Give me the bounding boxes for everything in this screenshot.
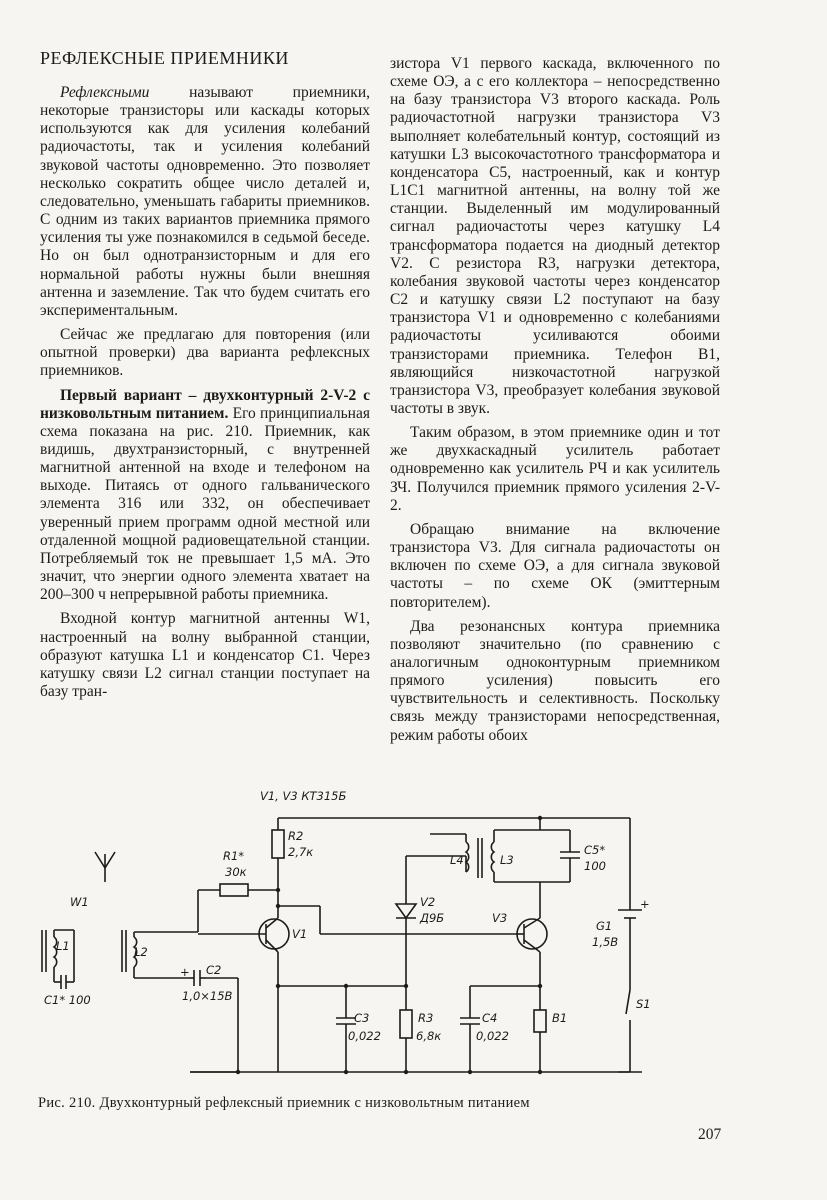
g1-battery <box>618 818 642 990</box>
r3-value: 6,8к <box>416 1029 442 1043</box>
c2-label: C2 <box>206 963 222 977</box>
g1-plus: + <box>640 897 650 911</box>
paragraph: Таким образом, в этом приемнике один и тот же двухкаскадный усилитель работает одновременно как усилитель РЧ и как усилитель ЗЧ. Получился приемник прямого усиления 2-V-2. <box>390 424 720 514</box>
c3-value: 0,022 <box>348 1029 381 1043</box>
paragraph: Два резонансных контура приемника позволяют значительно (по сравнению с аналогичным одноконтурным приемником прямого усиления) повысить его чувствительность и селективность. Поскольку связь между транзисторами непосредственная, режим работы обоих <box>390 617 720 744</box>
paragraph-text: Его принципиальная схема показана на рис. 210. Приемник, как видишь, двухтранзисторный, с внутренней магнитной антенной на входе и телефоном на выходе. Питаясь от одного гальванического элемента 316 или 332, он обеспечивает уверенный прием программ одной местной или отдаленной мощной радиовещательной станции. Потребляемый ток не превышает 1,5 мА. Это значит, что энергии одного элемента хватает на 200–300 ч непрерывной работы приемника. <box>40 404 370 604</box>
r1-value: 30к <box>225 865 247 879</box>
c1-label: C1* 100 <box>44 993 91 1007</box>
left-column <box>40 84 370 701</box>
l1-coil <box>42 930 74 982</box>
s1-label: S1 <box>636 997 651 1011</box>
l3-label: L3 <box>500 853 514 867</box>
c5-value: 100 <box>584 859 606 873</box>
v2-label: V2 <box>420 895 436 909</box>
antenna-symbol <box>95 852 115 882</box>
c1-capacitor <box>54 975 74 989</box>
paragraph: Входной контур магнитной антенны W1, настроенный на волну выбранной станции, образуют катушка L1 и конденсатор C1. Через катушку связи L2 сигнал станции поступает на базу тран- <box>40 610 370 700</box>
c3-label: C3 <box>354 1011 370 1025</box>
paragraph: зистора V1 первого каскада, включенного по схеме ОЭ, а с его коллектора – непосредственно на базу транзистора V3 второго каскада. Роль радиочастотной нагрузки транзистора V3 выполняет колебательный контур, состоящий из катушки L3 высокочастотного трансформатора и конденсатора C5, настроенный, как и контур L1C1 магнитной антенны, на волну той же станции. Выделенный им модулированный сигнал радиочастоты через катушку L4 трансформатора подается на диодный детектор V2. С резистора R3, нагрузки детектора, колебания звуковой частоты через конденсатор C2 и катушку связи L2 поступают на базу транзистора V1 и одновременно с колебаниями радиочастоты усиливаются обоими транзисторами приемника. Телефон B1, являющийся низкочастотной нагрузкой транзистора V3, преобразует колебания звуковой частоты в звук. <box>390 55 720 417</box>
paragraph <box>40 387 370 605</box>
r3-resistor <box>400 986 412 1072</box>
w1-label: W1 <box>70 895 89 909</box>
section-heading: Первый вариант – двухконтурный 2-V-2 с низковольтным питанием. <box>40 386 370 422</box>
c4-label: C4 <box>482 1011 498 1025</box>
page-title: РЕФЛЕКСНЫЕ ПРИЕМНИКИ <box>40 48 289 68</box>
g1-value: 1,5В <box>592 935 619 949</box>
l4-label: L4 <box>450 853 464 867</box>
c2-capacitor <box>190 970 206 986</box>
paragraph: Обращаю внимание на включение транзистора V3. Для сигнала радиочастоты он включен по схеме ОЭ, а для сигнала звуковой частоты – по схеме ОК (эмиттерным повторителем). <box>390 520 720 611</box>
v3-label: V3 <box>492 911 508 925</box>
b1-headphone <box>534 1010 546 1072</box>
b1-label: B1 <box>552 1011 568 1025</box>
v3-transistor <box>516 918 547 1010</box>
c2-plus: + <box>180 965 190 979</box>
right-column <box>390 55 720 745</box>
italic-term: Рефлексными <box>60 84 150 101</box>
c5-label: C5* <box>584 843 606 857</box>
g1-label: G1 <box>596 919 613 933</box>
page-number: 207 <box>698 1126 722 1143</box>
l2-label: L2 <box>134 945 148 959</box>
v2-value: Д9Б <box>420 911 445 925</box>
l1-label: L1 <box>56 939 70 953</box>
r2-value: 2,7к <box>288 845 314 859</box>
transistor-type-label: V1, V3 КТ315Б <box>260 789 347 803</box>
v1-label: V1 <box>292 927 308 941</box>
c2-value: 1,0×15В <box>182 989 233 1003</box>
paragraph: Сейчас же предлагаю для повторения (или опытной проверки) два варианта рефлексных приемников. <box>40 326 370 380</box>
r3-label: R3 <box>418 1011 434 1025</box>
paragraph <box>40 84 370 320</box>
r1-label: R1* <box>223 849 245 863</box>
r2-resistor <box>272 818 284 918</box>
r2-label: R2 <box>288 829 304 843</box>
c5-capacitor <box>540 818 580 918</box>
c3-capacitor <box>278 986 406 1072</box>
c4-value: 0,022 <box>476 1029 509 1043</box>
paragraph-text: называют приемники, некоторые транзисторы или каскады которых используются как для усиления колебаний радиочастоты, так и усиления колебаний звуковой частоты одновременно. Это позволяет несколько сократить общее число деталей и, следовательно, уменьшать габариты приемников. С одним из таких вариантов приемника прямого усиления ты уже познакомился в седьмой беседе. Но он был однотранзисторным и для его нормальной работы нужны были внешняя антенна и заземление. Так что будем считать его экспериментальным. <box>40 84 370 319</box>
figure-caption: Рис. 210. Двухконтурный рефлексный приемник с низковольтным питанием <box>38 1095 530 1111</box>
circuit-diagram <box>30 782 710 1092</box>
